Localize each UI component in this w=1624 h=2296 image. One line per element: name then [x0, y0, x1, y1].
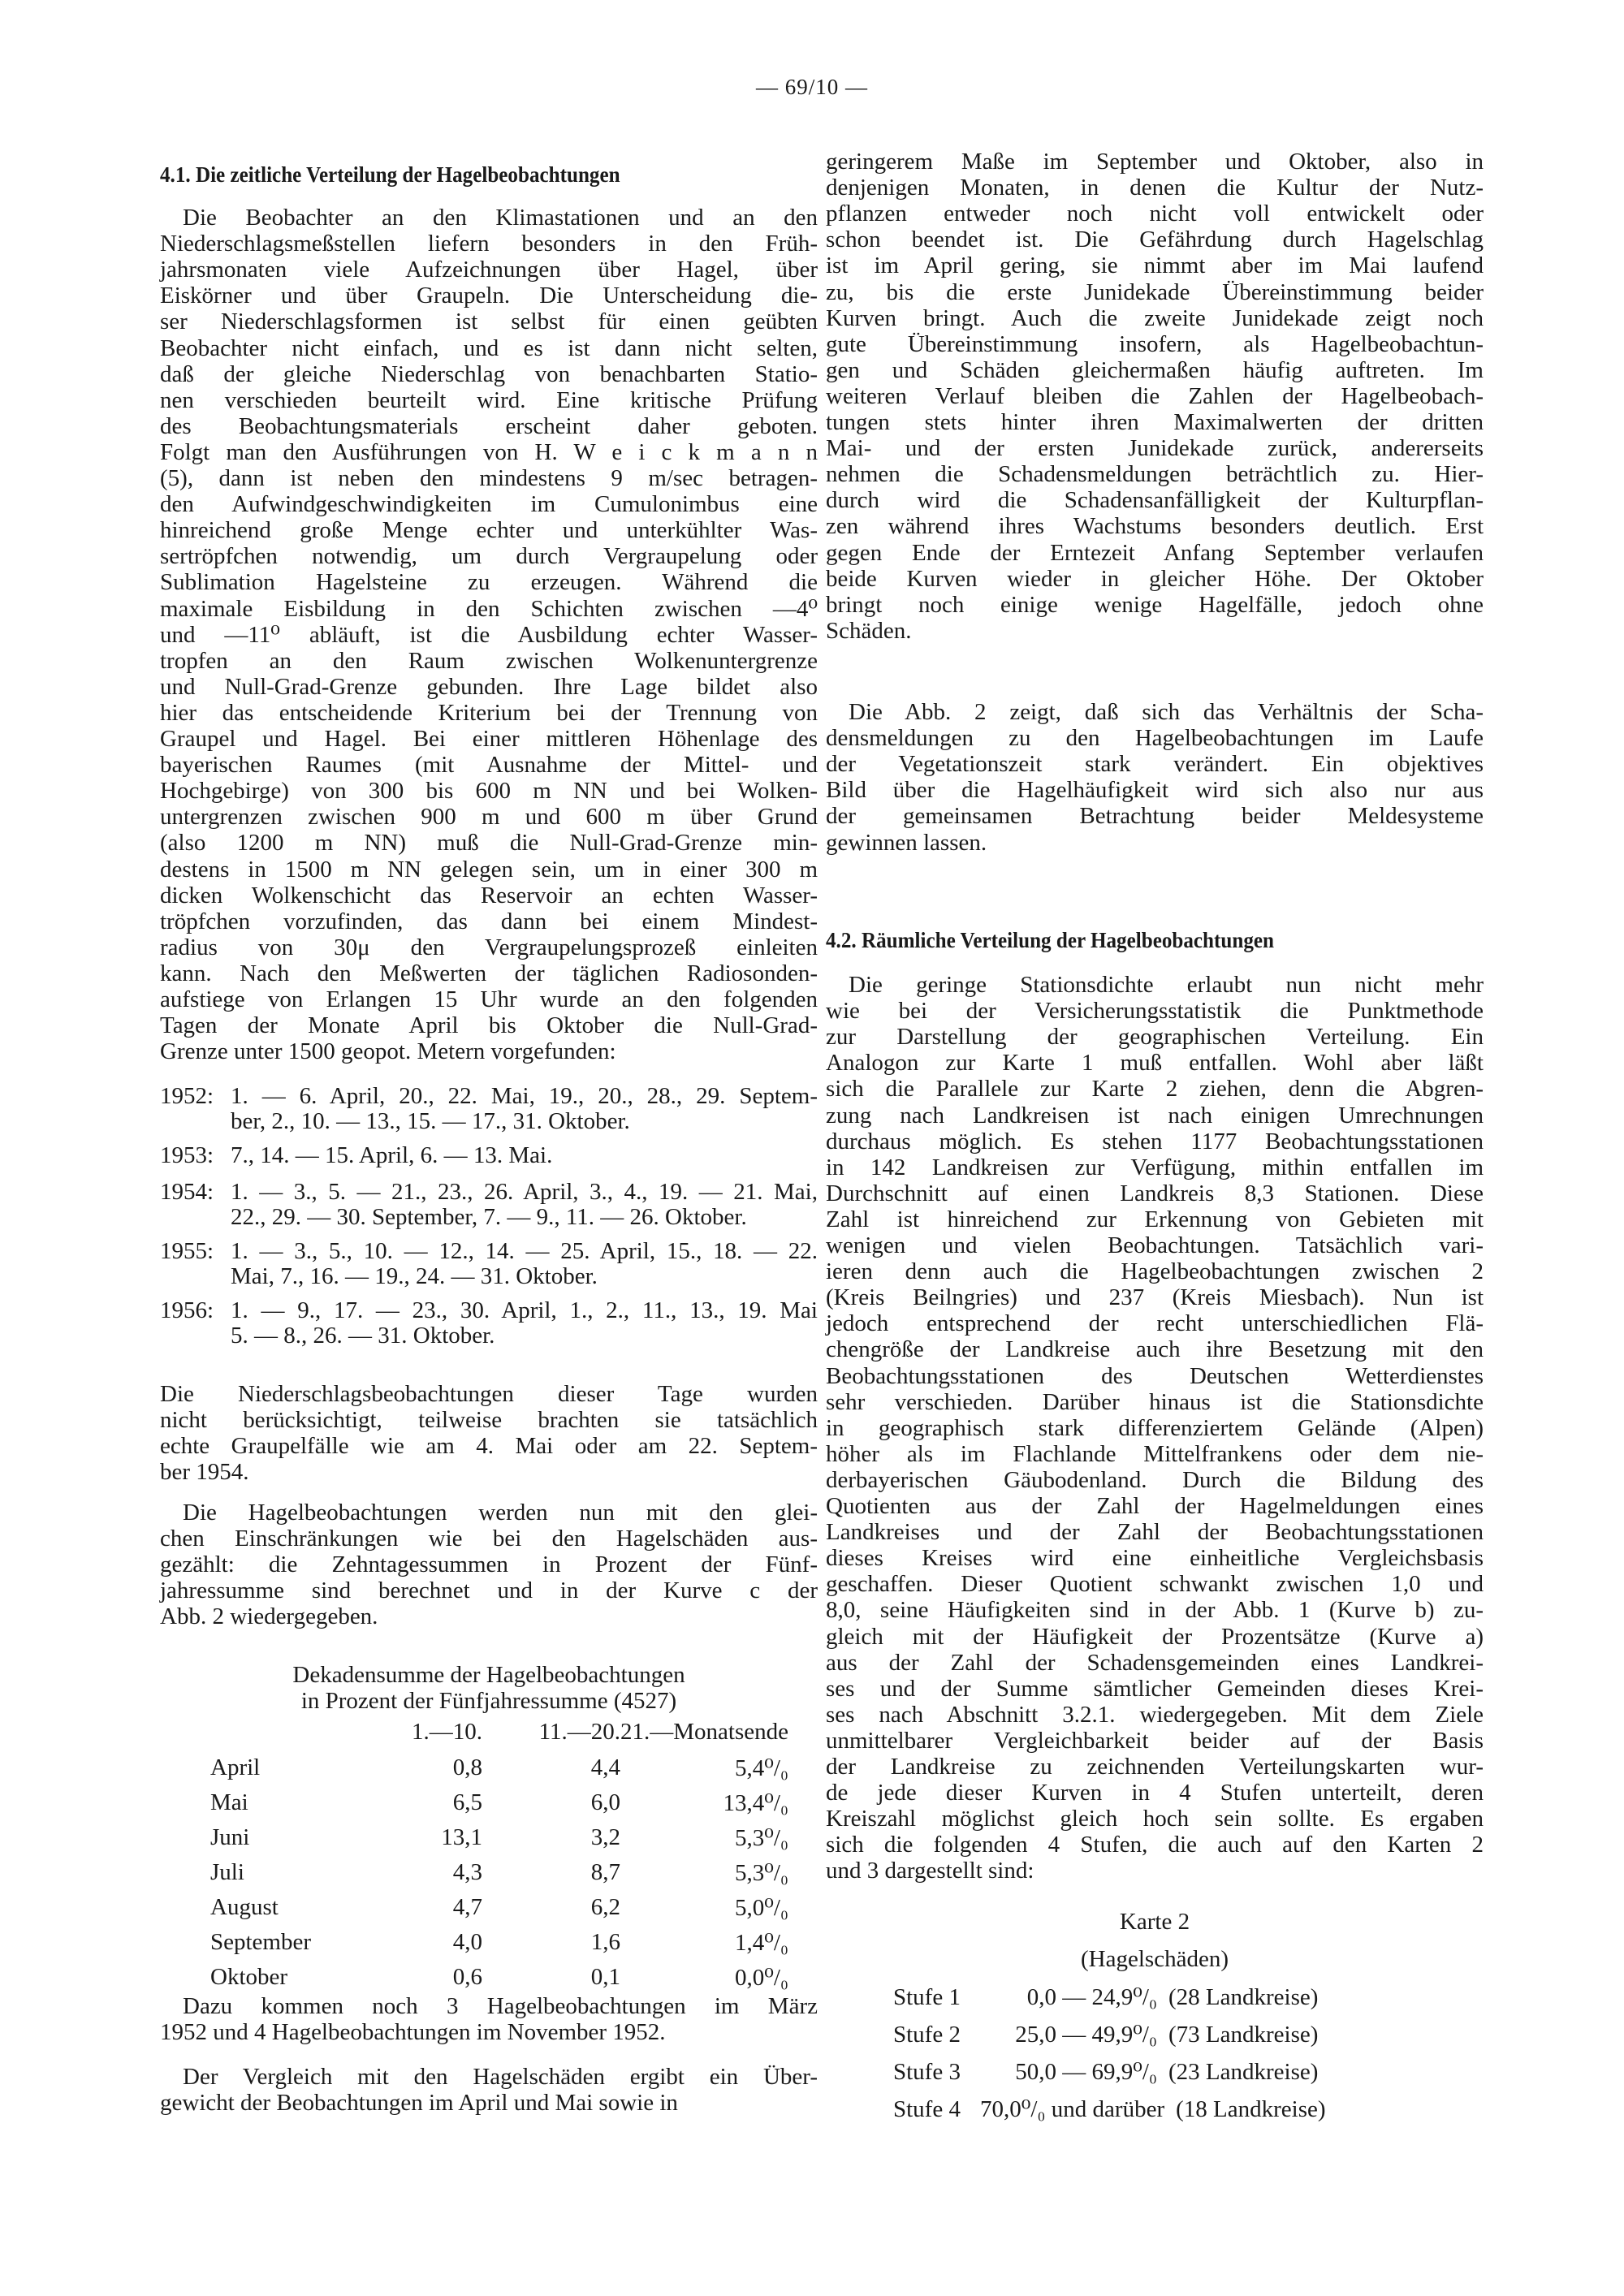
karte-subtitle: (Hagelschäden): [1081, 1946, 1229, 1972]
stufe-range: 0,0 — 24,9⁰/₀: [1026, 1984, 1157, 2010]
table-cell-d3: 13,4⁰/₀: [723, 1790, 788, 1816]
year-dates: 1. — 3., 5., 10. — 12., 14. — 25. April, 15., 18. — 22.: [231, 1238, 818, 1264]
text-line: Analogon zur Karte 1 muß entfallen. Wohl aber läßt: [826, 1050, 1484, 1077]
text-line: weiteren Verlauf bleiben die Zahlen der Hagelbeobach-: [826, 382, 1484, 409]
text-line: zung nach Landkreisen ist nach einigen Umrechnungen: [826, 1102, 1484, 1129]
table-row: [160, 1890, 788, 1925]
table-cell-d2: 4,4: [590, 1754, 620, 1780]
stufe-row: [893, 2095, 1326, 2123]
year-dates: Mai, 7., 16. — 19., 24. — 31. Oktober.: [231, 1263, 598, 1289]
text-line: höher als im Flachlande Mittelfrankens oder dem nie-: [826, 1440, 1484, 1467]
text-line: Zahl ist hinreichend zur Erkennung von Gebieten mit: [826, 1206, 1484, 1232]
text-line: wenigen und vielen Beobachtungen. Tatsächlich vari-: [826, 1232, 1484, 1258]
text-line: in geographisch stark differenziertem Gelände (Alpen): [826, 1414, 1484, 1441]
text-line: sich die Parallele zur Karte 2 ziehen, denn die Abgren-: [826, 1076, 1484, 1103]
text-line: Folgt man den Ausführungen von H. W e i c k m a n n: [160, 438, 818, 465]
text-line: maximale Eisbildung in den Schichten zwischen —4⁰: [160, 595, 818, 622]
text-line: Tagen der Monate April bis Oktober die Null-Grad-: [160, 1012, 818, 1039]
table-header-row: [160, 1713, 788, 1750]
text-line: gen und Schäden gleichermaßen häufig auftreten. Im: [826, 356, 1484, 383]
text-line: 1952 und 4 Hagelbeobachtungen im November 1952.: [160, 2019, 666, 2046]
table-cell-d1: 4,3: [452, 1859, 482, 1885]
text-line: ser Niederschlagsformen ist selbst für einen geübten: [160, 309, 818, 335]
table-cell-d2: 1,6: [590, 1929, 620, 1955]
text-line: sehr verschieden. Darüber hinaus ist die Stationsdichte: [826, 1388, 1484, 1415]
text-line: sich die folgenden 4 Stufen, die auch auf den Karten 2: [826, 1832, 1484, 1858]
stufe-count: (23 Landkreise): [1168, 2059, 1319, 2085]
table-cell-month: Oktober: [210, 1964, 288, 1990]
stufe-range: 50,0 — 69,9⁰/₀: [1015, 2059, 1157, 2085]
text-line: durch wird die Schadensanfälligkeit der Kulturpflan-: [826, 487, 1484, 514]
year-dates: 1. — 9., 17. — 23., 30. April, 1., 2., 11., 13., 19. Mai: [231, 1297, 818, 1323]
text-line: nicht berücksichtigt, teilweise brachten sie tatsächlich: [160, 1407, 818, 1434]
text-line: (also 1200 m NN) muß die Null-Grad-Grenze min-: [160, 830, 818, 857]
text-line: Schäden.: [826, 617, 912, 644]
table-caption-line-2: in Prozent der Fünfjahressumme (4527): [300, 1688, 677, 1714]
stufe-label: Stufe 3: [893, 2059, 961, 2085]
text-line: Eiskörner und über Graupeln. Die Unterscheidung die-: [160, 283, 818, 309]
table-cell-d3: 5,4⁰/₀: [734, 1755, 788, 1781]
table-cell-d1: 6,5: [452, 1789, 482, 1815]
table-cell-d3: 5,3⁰/₀: [734, 1825, 788, 1851]
text-line: ieren denn auch die Hagelbeobachtungen zwischen 2: [826, 1258, 1484, 1285]
table-row: [160, 1925, 788, 1960]
text-line: radius von 30μ den Vergraupelungsprozeß einleiten: [160, 934, 818, 960]
year-label: 1953:: [160, 1142, 214, 1168]
text-line: nen verschieden beurteilt wird. Eine kritische Prüfung: [160, 386, 818, 413]
text-line: wie bei der Versicherungsstatistik die Punktmethode: [826, 998, 1484, 1025]
stufe-count: (18 Landkreise): [1176, 2096, 1326, 2122]
table-cell-d3: 0,0⁰/₀: [734, 1965, 788, 1991]
text-line: gute Übereinstimmung insofern, als Hagelbeobachtun-: [826, 330, 1484, 357]
text-line: (5), dann ist neben den mindestens 9 m/sec betragen-: [160, 465, 818, 491]
text-line: Sublimation Hagelsteine zu erzeugen. Während die: [160, 569, 818, 596]
text-line: Die Hagelbeobachtungen werden nun mit den glei-: [183, 1500, 818, 1526]
table-cell-d1: 0,8: [452, 1754, 482, 1780]
year-dates: 1. — 3., 5. — 21., 23., 26. April, 3., 4., 19. — 21. Mai,: [231, 1179, 818, 1205]
text-line: Kurven bringt. Auch die zweite Junidekade zeigt noch: [826, 304, 1484, 331]
text-line: den Aufwindgeschwindigkeiten im Cumulonimbus eine: [160, 491, 818, 518]
stufe-label: Stufe 1: [893, 1984, 961, 2010]
text-line: Die Niederschlagsbeobachtungen dieser Tage wurden: [160, 1381, 818, 1407]
text-line: echte Graupelfälle wie am 4. Mai oder am 22. Septem-: [160, 1433, 818, 1460]
text-line: tropfen an den Raum zwischen Wolkenuntergrenze: [160, 647, 818, 674]
table-cell-d2: 0,1: [590, 1964, 620, 1990]
text-line: Abb. 2 wiedergegeben.: [160, 1603, 378, 1630]
dekaden-table: [160, 1713, 788, 1995]
text-line: daß der gleiche Niederschlag von benachbarten Statio-: [160, 360, 818, 387]
table-cell-month: Mai: [210, 1789, 248, 1815]
table-caption-line-1: Dekadensumme der Hagelbeobachtungen: [292, 1662, 685, 1688]
text-line: Der Vergleich mit den Hagelschäden ergibt ein Über-: [183, 2064, 818, 2090]
text-line: untergrenzen zwischen 900 m und 600 m über Grund: [160, 804, 818, 831]
text-line: jahrsmonaten viele Aufzeichnungen über Hagel, über: [160, 257, 818, 283]
text-line: denjenigen Monaten, in denen die Kultur der Nutz-: [826, 175, 1484, 201]
year-dates: 22., 29. — 30. September, 7. — 9., 11. — 26. Oktober.: [231, 1204, 747, 1230]
text-line: tröpfchen vorzufinden, das dann bei einem Mindest-: [160, 908, 818, 934]
table-cell-month: Juli: [210, 1859, 244, 1885]
year-dates: 7., 14. — 15. April, 6. — 13. Mai.: [231, 1142, 553, 1168]
text-line: aufstiege von Erlangen 15 Uhr wurde an den folgenden: [160, 986, 818, 1012]
section-heading-4-1: 4.1. Die zeitliche Verteilung der Hagelbeobachtungen: [160, 162, 620, 187]
year-dates: 1. — 6. April, 20., 22. Mai, 19., 20., 28., 29. Septem-: [231, 1083, 818, 1109]
text-line: zu, bis die erste Junidekade Übereinstimmung beider: [826, 278, 1484, 305]
section-heading-4-2: 4.2. Räumliche Verteilung der Hagelbeobachtungen: [826, 928, 1274, 952]
table-cell-d3: 5,3⁰/₀: [734, 1860, 788, 1886]
table-header-decade-1: 1.—10.: [412, 1718, 482, 1745]
text-line: Beobachtungsstationen des Deutschen Wetterdienstes: [826, 1362, 1484, 1389]
stufe-label: Stufe 2: [893, 2022, 961, 2048]
text-line: kann. Nach den Meßwerten der täglichen Radiosonden-: [160, 960, 818, 986]
year-label: 1954:: [160, 1179, 214, 1205]
table-cell-d3: 5,0⁰/₀: [734, 1895, 788, 1921]
text-line: ist im April gering, sie nimmt aber im Mai laufend: [826, 252, 1484, 279]
stufe-label: Stufe 4: [893, 2096, 961, 2122]
text-line: gleich mit der Häufigkeit der Prozentsätze (Kurve a): [826, 1623, 1484, 1650]
table-cell-d3: 1,4⁰/₀: [734, 1930, 788, 1956]
table-row: [160, 1855, 788, 1890]
text-line: Hochgebirge) von 300 bis 600 m NN und bei Wolken-: [160, 778, 818, 805]
text-line: geschaffen. Dieser Quotient schwankt zwischen 1,0 und: [826, 1571, 1484, 1598]
text-line: ses nach Abschnitt 3.2.1. wiedergegeben. Mit dem Ziele: [826, 1701, 1484, 1728]
text-line: schon beendet ist. Die Gefährdung durch Hagelschlag: [826, 227, 1484, 253]
text-line: destens in 1500 m NN gelegen sein, um in einer 300 m: [160, 856, 818, 883]
text-line: zur Darstellung der geographischen Verteilung. Ein: [826, 1024, 1484, 1051]
text-line: tungen stets hinter ihren Maximalwerten der dritten: [826, 409, 1484, 435]
table-cell-month: September: [210, 1929, 312, 1955]
text-line: Die geringe Stationsdichte erlaubt nun nicht mehr: [849, 972, 1484, 998]
text-line: nehmen die Schadensmeldungen beträchtlich zu. Hier-: [826, 461, 1484, 488]
stufe-row: [893, 2058, 1318, 2086]
text-line: Niederschlagsmeßstellen liefern besonders in den Früh-: [160, 231, 818, 257]
page-number: — 69/10 —: [755, 75, 868, 99]
text-line: bringt noch einige wenige Hagelfälle, jedoch ohne: [826, 591, 1484, 618]
text-line: und Null-Grad-Grenze gebunden. Ihre Lage bildet also: [160, 673, 818, 700]
table-cell-d1: 4,7: [452, 1894, 482, 1920]
karte-title: Karte 2: [1119, 1909, 1190, 1935]
text-line: gewicht der Beobachtungen im April und Mai sowie in: [160, 2090, 678, 2117]
text-line: Mai- und der ersten Junidekade zurück, andererseits: [826, 435, 1484, 462]
table-row: [160, 1785, 788, 1820]
text-line: in 142 Landkreisen zur Verfügung, mithin entfallen im: [826, 1154, 1484, 1180]
table-cell-d1: 13,1: [441, 1824, 482, 1850]
stufe-range: 70,0⁰/₀ und darüber: [980, 2096, 1165, 2122]
text-line: gezählt: die Zehntagessummen in Prozent der Fünf-: [160, 1552, 818, 1578]
text-line: Bild über die Hagelhäufigkeit wird sich also nur aus: [826, 777, 1484, 804]
table-cell-d2: 3,2: [590, 1824, 620, 1850]
year-label: 1955:: [160, 1238, 214, 1264]
year-label: 1952:: [160, 1083, 214, 1109]
table-header-month: [160, 1713, 352, 1750]
text-line: hier das entscheidende Kriterium bei der Trennung von: [160, 699, 818, 726]
stufe-count: (73 Landkreise): [1168, 2022, 1319, 2048]
table-cell-d2: 6,2: [590, 1894, 620, 1920]
text-line: gegen Ende der Erntezeit Anfang September verlaufen: [826, 539, 1484, 566]
table-cell-month: April: [210, 1754, 261, 1780]
text-line: 8,0, seine Häufigkeiten sind in der Abb. 1 (Kurve b) zu-: [826, 1597, 1484, 1624]
text-line: densmeldungen zu den Hagelbeobachtungen im Laufe: [826, 725, 1484, 752]
text-line: Graupel und Hagel. Bei einer mittleren Höhenlage des: [160, 726, 818, 752]
text-line: Landkreises und der Zahl der Beobachtungsstationen: [826, 1519, 1484, 1546]
table-header-decade-2: 11.—20.: [538, 1718, 620, 1745]
table-cell-month: Juni: [210, 1824, 250, 1850]
stufe-row: [893, 1983, 1318, 2011]
text-line: Dazu kommen noch 3 Hagelbeobachtungen im März: [183, 1993, 818, 2019]
text-line: gewinnen lassen.: [826, 829, 987, 856]
text-line: ber 1954.: [160, 1459, 249, 1486]
text-line: der Vegetationszeit stark verändert. Ein objektives: [826, 751, 1484, 778]
text-line: und 3 dargestellt sind:: [826, 1858, 1034, 1884]
text-line: des Beobachtungsmaterials erscheint daher geboten.: [160, 412, 818, 439]
stufe-range: 25,0 — 49,9⁰/₀: [1015, 2022, 1157, 2048]
table-cell-d2: 8,7: [590, 1859, 620, 1885]
text-line: aus der Zahl der Schadensgemeinden eines Landkrei-: [826, 1649, 1484, 1676]
text-line: Durchschnitt auf einen Landkreis 8,3 Stationen. Diese: [826, 1180, 1484, 1206]
text-line: Kreiszahl möglichst gleich hoch sein sollte. Es ergaben: [826, 1806, 1484, 1832]
text-line: ses und der Summe sämtlicher Gemeinden dieses Krei-: [826, 1675, 1484, 1702]
text-line: de jede dieser Kurven in 4 Stufen unterteilt, deren: [826, 1780, 1484, 1806]
text-line: durchaus möglich. Es stehen 1177 Beobachtungsstationen: [826, 1128, 1484, 1154]
table-row: [160, 1750, 788, 1785]
text-line: derbayerischen Gäubodenland. Durch die Bildung des: [826, 1466, 1484, 1493]
table-cell-month: August: [210, 1894, 279, 1920]
year-dates: 5. — 8., 26. — 31. Oktober.: [231, 1323, 495, 1349]
text-line: hinreichend große Menge echter und unterkühlter Was-: [160, 517, 818, 544]
text-line: bayerischen Raumes (mit Ausnahme der Mittel- und: [160, 752, 818, 779]
table-header-decade-3: 21.—Monatsende: [620, 1718, 788, 1745]
text-line: sertröpfchen notwendig, um durch Vergraupelung oder: [160, 543, 818, 570]
table-row: [160, 1820, 788, 1855]
text-line: Die Beobachter an den Klimastationen und an den: [183, 205, 818, 231]
stufe-row: [893, 2021, 1318, 2048]
year-label: 1956:: [160, 1297, 214, 1323]
text-line: Quotienten aus der Zahl der Hagelmeldungen eines: [826, 1493, 1484, 1519]
text-line: geringerem Maße im September und Oktober, also in: [826, 149, 1484, 175]
text-line: dieses Kreises wird eine einheitliche Vergleichsbasis: [826, 1545, 1484, 1572]
text-line: zen während ihres Wachstums besonders deutlich. Erst: [826, 513, 1484, 540]
text-line: jahressumme sind berechnet und in der Kurve c der: [160, 1577, 818, 1604]
text-line: (Kreis Beilngries) und 237 (Kreis Miesbach). Nun ist: [826, 1284, 1484, 1311]
text-line: Beobachter nicht einfach, und es ist dann nicht selten,: [160, 334, 818, 361]
text-line: der Landkreise zu zeichnenden Verteilungskarten wur-: [826, 1754, 1484, 1780]
text-line: Grenze unter 1500 geopot. Metern vorgefunden:: [160, 1038, 616, 1065]
table-cell-d1: 0,6: [452, 1964, 482, 1990]
table-cell-d2: 6,0: [590, 1789, 620, 1815]
text-line: der gemeinsamen Betrachtung beider Meldesysteme: [826, 803, 1484, 830]
text-line: pflanzen entweder noch nicht voll entwickelt oder: [826, 201, 1484, 227]
text-line: beide Kurven wieder in gleicher Höhe. Der Oktober: [826, 565, 1484, 592]
year-dates: ber, 2., 10. — 13., 15. — 17., 31. Oktober.: [231, 1108, 630, 1134]
text-line: chengröße der Landkreise auch ihre Besetzung mit den: [826, 1336, 1484, 1363]
text-line: Die Abb. 2 zeigt, daß sich das Verhältnis der Scha-: [849, 699, 1484, 725]
text-line: und —11⁰ abläuft, ist die Ausbildung echter Wasser-: [160, 621, 818, 648]
text-line: dicken Wolkenschicht das Reservoir an echten Wasser-: [160, 882, 818, 908]
text-line: jedoch entsprechend der recht unterschiedlichen Flä-: [826, 1310, 1484, 1337]
table-row: [160, 1960, 788, 1995]
table-cell-d1: 4,0: [452, 1929, 482, 1955]
text-line: unmittelbarer Vergleichbarkeit beider auf der Basis: [826, 1727, 1484, 1754]
stufe-count: (28 Landkreise): [1168, 1984, 1319, 2010]
text-line: chen Einschränkungen wie bei den Hagelschäden aus-: [160, 1526, 818, 1552]
